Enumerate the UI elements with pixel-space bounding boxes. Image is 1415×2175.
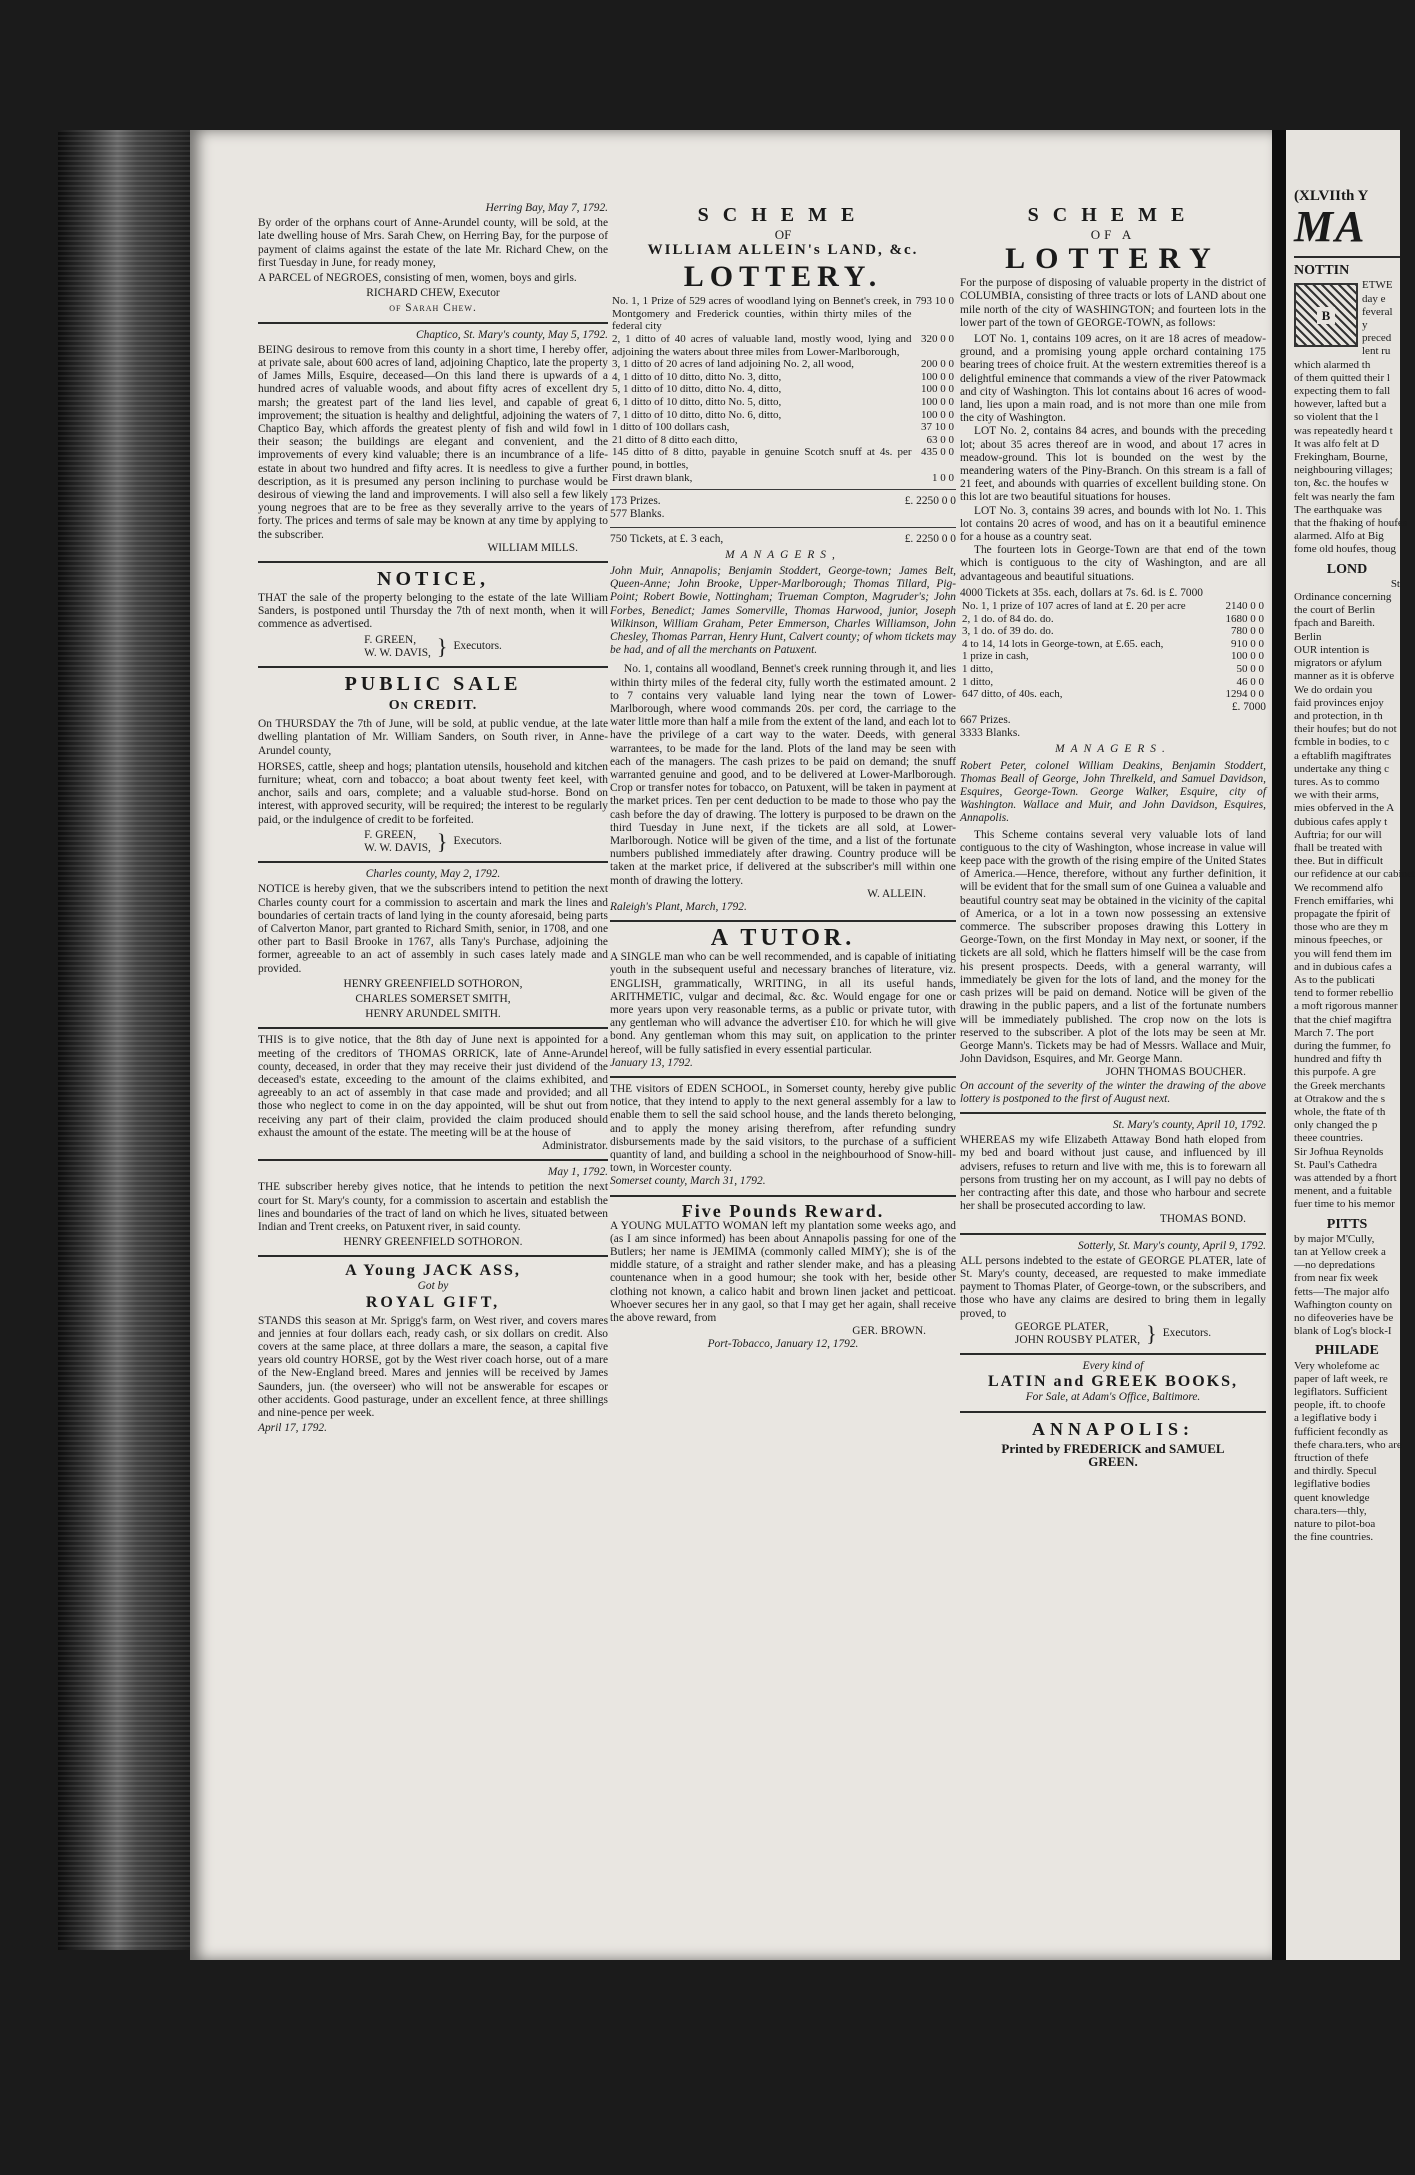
orrick-ad — [258, 1034, 608, 1153]
blanks: 3333 Blanks. — [960, 727, 1021, 740]
ad-body: STANDS this season at Mr. Sprigg's farm, on West river, and covers mares and jennies at four dollars each, ready cash, or six dollars on credit. Also covers at the same place, at three dollars a mare, the season, a capital five years old country HORSE, got by the West river coach horse, out of a mare of the New-England breed. Mares and jennies will be received by James Saunders, jun. (the overseer) who will not be answerable for escapes or other accidents. Good pasturage, under an excellent fence, at three shillings and nine-pence per week. — [258, 1314, 608, 1420]
prize-label: No. 1, 1 prize of 107 acres of land at £. 20 per acre — [962, 600, 1186, 613]
ad-heading: WILLIAM ALLEIN's LAND, &c. — [647, 242, 919, 259]
prize-amount: 63 0 0 — [926, 433, 954, 446]
ad-heading: LOTTERY — [1005, 242, 1221, 276]
total-amount: £. 7000 — [1231, 700, 1266, 713]
next-page-line: Sir Jofhua Reynolds — [1294, 1145, 1384, 1158]
dateline: Sotterly, St. Mary's county, April 9, 1792. — [1078, 1239, 1266, 1252]
signature: HENRY GREENFIELD SOTHORON. — [343, 1236, 523, 1249]
ad-note: On account of the severity of the winter the drawing of the above lottery is postponed to the first of August next. — [960, 1079, 1266, 1105]
ad-heading: NOTICE, — [377, 568, 489, 591]
next-page-header: (XLVIIth Y — [1294, 188, 1369, 204]
next-page-line: our refidence at our cabinet — [1294, 868, 1415, 881]
next-page-line: OUR intention is — [1294, 643, 1370, 656]
prize-label: 21 ditto of 8 ditto each ditto, — [612, 433, 738, 446]
next-page-line: faid provinces enjoy — [1294, 696, 1384, 709]
ad-heading: LOTTERY. — [683, 260, 883, 294]
next-page-fragment-text: PHILADE — [1315, 1343, 1379, 1359]
next-page-line: those who are they m — [1294, 921, 1389, 934]
next-page-line: fcmble in bodies, to c — [1294, 736, 1390, 749]
next-page-line: no difeoveries have be — [1294, 1312, 1394, 1325]
next-page-line: you will fend them im — [1294, 947, 1392, 960]
next-page-line: a moft rigorous manner — [1294, 1000, 1398, 1013]
signature: GER. BROWN. — [852, 1325, 926, 1338]
prize-amount: 100 0 0 — [921, 395, 954, 408]
ad-heading: Five Pounds Reward. — [681, 1200, 885, 1221]
next-page-line: was repeatedly heard t — [1294, 424, 1393, 437]
page-gutter — [1272, 130, 1286, 1960]
prize-amount: 50 0 0 — [1236, 663, 1264, 676]
ad-body: WHEREAS my wife Elizabeth Attaway Bond hath eloped from my bed and board without just cause, and influenced by ill advisers, refuses to return and live with me, this is to forewarn all persons from trusting her on my account, as I will pay no debts of her contracting after this date, and those who harbour and secrete her shall be prosecuted according to law. — [960, 1134, 1266, 1213]
next-page-line: St. Paul's Cathedra — [1294, 1158, 1377, 1171]
next-page-lines — [1294, 358, 1408, 557]
next-page-line: fetts—The major alfo — [1294, 1285, 1390, 1298]
ad-body: A YOUNG MULATTO WOMAN left my plantation some weeks ago, and (as I am since informed) has been about Annapolis passing for one of the Butlers; her name is JEMIMA (commonly called MIMY); she is of the middle stature, of a straight and rather slender make, and has a pleasing countenance when in a good humour; she took with her, beside other clothing not known, a calico habit and brown linen jacket and petticoat. Whoever secures her in any gaol, so that I may get her again, shall receive the above reward, from — [610, 1219, 956, 1325]
tutor-ad — [610, 927, 956, 1070]
prize-label: 2, 1 ditto of 40 acres of valuable land, mostly wood, lying and adjoining the waters about three miles from Lower-Marlborough, — [612, 332, 912, 358]
prize-row — [610, 472, 956, 485]
ad-body: No. 1, contains all woodland, Bennet's creek running through it, and lies within thirty miles of the federal city, fully worth the estimated amount. 2 to 7 contains very valuable land lying near the town of Lower-Marlborough, where wood commands 20s. per cord, the carriage to the water little more than half a mile from the extent of the land, and each lot to have the privilege of a cart way to the water. Deeds, with general warrantees, to be made for the land. Plots of the land may be seen with each of the managers. The cash prizes to be paid on demand; the snuff warranted genuine and good, and to be delivered at Lower-Marlborough. Crop or transfer notes for tobacco, on Patuxent, will be taken in payment at the market prices. Ten per cent deduction to be made to those who pay the cash before the day of drawing. The lottery is purposed to be drawn on the third Tuesday in June next, if the tickets are all sold, at Lower-Marlborough. Notice will be given of the time, and a list of the fortunate numbers published immediately after drawing. Country produce will be taken at the market price, if delivered at the subscriber's mill within one month of drawing the lottery. — [610, 663, 956, 887]
prize-amount: 320 0 0 — [921, 332, 954, 345]
prize-amount: 100 0 0 — [1231, 650, 1264, 663]
next-page-line: hundred and fifty th — [1294, 1053, 1382, 1066]
allein-lottery-ad — [610, 204, 956, 914]
signature: HENRY GREENFIELD SOTHORON, — [343, 977, 523, 990]
prize-amount: 1294 0 0 — [1225, 688, 1264, 701]
prize-label: 3, 1 do. of 39 do. do. — [962, 625, 1054, 638]
prize-amount: 1680 0 0 — [1225, 612, 1264, 625]
dateline: January 13, 1792. — [610, 1056, 693, 1069]
next-page-line: tan at Yellow creek a — [1294, 1246, 1386, 1259]
next-page-line: theee countries. — [1294, 1132, 1364, 1145]
ad-intro: On THURSDAY the 7th of June, will be sold, at public vendue, at the late dwelling plantation of Mr. William Sanders, on South river, in Anne-Arundel county, — [258, 718, 608, 757]
prize-row — [610, 295, 956, 333]
next-page-line: Frekingham, Bourne, — [1294, 451, 1388, 464]
ad-subheading: OF A — [1090, 227, 1136, 242]
next-page-line: however, lafted but a — [1294, 398, 1387, 411]
next-page-line: tures. As to commo — [1294, 775, 1380, 788]
next-page-line: Ordinance concerning — [1294, 591, 1392, 604]
prize-amount: 910 0 0 — [1231, 637, 1264, 650]
next-page-line: at Otrakow and the s — [1294, 1092, 1386, 1105]
ad-line: Every kind of — [1082, 1360, 1144, 1373]
prize-label: 4, 1 ditto of 10 ditto, ditto No. 3, ditto, — [612, 370, 782, 383]
next-page-line: minous fpeeches, or — [1294, 934, 1383, 947]
prize-label: 7, 1 ditto of 10 ditto, ditto No. 6, ditto, — [612, 408, 782, 421]
prize-row — [610, 396, 956, 409]
next-page-lines — [1294, 643, 1415, 974]
bond-notice-ad — [960, 1119, 1266, 1227]
next-page-line: by major M'Cully, — [1294, 1232, 1375, 1245]
prize-amount: 793 10 0 — [915, 295, 954, 308]
next-page-line: the fine countries. — [1294, 1531, 1374, 1544]
reward-ad — [610, 1202, 956, 1352]
prize-label: 5, 1 ditto of 10 ditto, ditto No. 4, ditto, — [612, 383, 782, 396]
next-page-line: March 7. The port — [1294, 1026, 1374, 1039]
total-prizes: 173 Prizes. — [610, 495, 661, 508]
managers-list: John Muir, Annapolis; Benjamin Stoddert, George-town; James Belt, Queen-Anne; John Brooke, Upper-Marlborough; Thomas Tillard, Pig-Point; Robert Bowie, Nottingham; Trueman Compton, Magruder's; John Forbes, Benedict; James Somerville, Thomas Harwood, junior, Joseph Wilkinson, William Graham, Peter Emmerson, Charles Williamson, John Chesley, Thomas Parran, Henry Hunt, Calvert county; of whom tickets may be had, and of all the merchants on Patuxent. — [610, 564, 956, 657]
signature-role: Executors. — [1162, 1327, 1212, 1340]
ad-subheading: Got by — [417, 1280, 449, 1293]
next-page-line: ftruction of thefe — [1294, 1452, 1369, 1465]
next-page-line: Wafhington county on — [1294, 1298, 1393, 1311]
book-spine — [58, 130, 190, 1950]
prize-row — [960, 600, 1266, 613]
dateline: Chaptico, St. Mary's county, May 5, 1792. — [416, 328, 608, 341]
ad-heading: SCHEME — [1027, 204, 1199, 226]
washington-lottery-ad — [960, 204, 1266, 1106]
next-page-line: fome old houfes, thoug — [1294, 543, 1397, 556]
blanks: 577 Blanks. — [610, 508, 665, 521]
signature: JOHN ROUSBY PLATER, — [1014, 1333, 1141, 1346]
signature: W. ALLEIN. — [867, 887, 926, 900]
ad-body: BEING desirous to remove from this county in a short time, I hereby offer, at private sale, about 600 acres of land, adjoining Chaptico, late the property of James Mills, Esquire, deceased—On this land there is upwards of a hundred acres of valuable woods, and about fifty acres of excellent dry marsh; the greatest part of the land lies level, and capable of great improvement; the situation is healthy and delightful, adjoining the waters of Chaptico Bay, which affords the greatest plenty of fish and wild fowl in their season; the buildings are elegant and convenient, and the improvements of every kind valuable; there is an incumbrance of a life-estate in about two hundred and fifty acres. It is needless to give a further description, as it is presumed any person inclining to purchase would be desirous of viewing the land and improvements. I will also sell a few likely young negroes that are to be free as they severally arrive to the years of forty. The prices and terms of sale may be known at any time by applying to the subscriber. — [258, 343, 608, 541]
next-page-fragment-text: ETWE — [1362, 279, 1393, 292]
next-page-line: dubious cafes apply t — [1294, 815, 1388, 828]
prize-amount: 100 0 0 — [921, 383, 954, 396]
next-page-line: chara.ters—thly, — [1294, 1504, 1367, 1517]
next-page-line: so violent that the l — [1294, 411, 1379, 424]
ad-heading: A Young JACK ASS, — [345, 1262, 521, 1280]
ad-heading: LATIN and GREEK BOOKS, — [988, 1373, 1238, 1391]
next-page-line: migrators or afylum — [1294, 657, 1382, 670]
ad-intro: For the purpose of disposing of valuable property in the district of COLUMBIA, consisting of three tracts or lots of LAND about one mile north of the city of WASHINGTON; and fourteen lots in the lower part of the town of GEORGE-TOWN, as follows: — [960, 277, 1266, 329]
prize-row — [610, 434, 956, 447]
next-page-line: fhall be treated with — [1294, 841, 1383, 854]
ad-body: ALL persons indebted to the estate of GEORGE PLATER, late of St. Mary's county, deceased, are requested to make immediate payment to Thomas Plater, of George-town, or the subscribers, and those who have any claims are desired to bring them in legally proved, to — [960, 1254, 1266, 1320]
prize-label: 647 ditto, of 40s. each, — [962, 688, 1063, 701]
ad-intro: By order of the orphans court of Anne-Arundel county, will be sold, at the late dwelling house of Mrs. Sarah Chew, on Herring Bay, for the purpose of payment of claims against the estate of the late Mr. Richard Chew, on the first Tuesday in June, for ready money, — [258, 217, 608, 269]
prize-row — [960, 613, 1266, 626]
dateline: Herring Bay, May 7, 1792. — [485, 202, 608, 214]
next-page-line: ton, &c. the houfes w — [1294, 477, 1389, 490]
next-page-line: paper of laft week, re — [1294, 1372, 1388, 1385]
herring-bay-ad — [258, 202, 608, 316]
total-prizes: 667 Prizes. — [960, 714, 1011, 727]
prize-label: 1 ditto, — [962, 663, 994, 676]
tickets-amount: £. 2250 0 0 — [904, 532, 956, 545]
next-page-line: Berlin — [1294, 630, 1322, 643]
may-first-ad — [258, 1166, 608, 1249]
next-page-line: fpach and Bareith. — [1294, 617, 1375, 630]
next-page-line: during the fummer, fo — [1294, 1039, 1391, 1052]
next-page-fragment-text: PITTS — [1326, 1216, 1368, 1232]
prize-row — [960, 650, 1266, 663]
signature: JOHN THOMAS BOUCHER. — [1106, 1066, 1246, 1079]
next-page-fragment-text: LOND — [1326, 561, 1368, 577]
next-page-fragment-text: feveral — [1362, 305, 1393, 318]
ad-body: HORSES, cattle, sheep and hogs; plantation utensils, household and kitchen furniture; wheat, corn and tobacco; a boat about twenty feet keel, with anchor, sails and oars, complete; and a valuable stud-horse. Bond on interest, with approved security, will be required; the interest to be regularly paid, or the indulgence of credit to be forfeited. — [258, 760, 608, 826]
next-page-line: whole, the ftate of th — [1294, 1106, 1386, 1118]
prize-amount: 100 0 0 — [921, 370, 954, 383]
column-1 — [258, 200, 608, 1441]
signature: HENRY ARUNDEL SMITH. — [365, 1008, 501, 1021]
next-page-line: nature to pilot-boa — [1294, 1518, 1376, 1531]
next-page-lines — [1294, 974, 1400, 1212]
ornament-initial: B — [1294, 283, 1358, 347]
next-page-line: fuer time to his memor — [1294, 1198, 1395, 1211]
next-page-line: only changed the p — [1294, 1119, 1378, 1132]
prize-amount: 100 0 0 — [921, 408, 954, 421]
next-page-line: expecting them to fall — [1294, 385, 1391, 398]
prize-label: 1 prize in cash, — [962, 650, 1029, 663]
next-page-line: —no depredations — [1294, 1259, 1375, 1272]
imprint-line: GREEN. — [1088, 1453, 1138, 1469]
signature: F. GREEN, — [364, 633, 417, 646]
next-page-line: and protection, in th — [1294, 709, 1383, 722]
dateline: Port-Tobacco, January 12, 1792. — [707, 1338, 859, 1351]
ad-body: NOTICE is hereby given, that we the subscribers intend to petition the next Charles county court for a commission to ascertain and mark the lines and boundaries of certain tracts of land lying in the county aforesaid, being parts of Calverton Manor, part granted to Richard Smith, senior, in 1708, and one other part to Basil Brooke in 1767, alls Tany's Purchase, adjoining the former, agreeable to an act of assembly in such cases lately made and provided. — [258, 883, 608, 975]
next-page-line: that the chief magiftra — [1294, 1013, 1392, 1026]
prize-amount: 780 0 0 — [1231, 625, 1264, 638]
next-page-line: manner as it is obferve — [1294, 670, 1395, 683]
ad-heading: A TUTOR. — [710, 925, 856, 952]
signature: WILLIAM MILLS. — [487, 541, 578, 554]
signature-role: Executors. — [453, 835, 502, 848]
managers-heading: MANAGERS, — [725, 548, 841, 561]
lot-description: LOT No. 1, contains 109 acres, on it are 18 acres of meadow-ground, and a promising young apple orchard containing 175 bearing trees of choice fruit. At the western extremities thereof is a delightful eminence that commands a view of the river Patowmack and city of Washington. This lot contains about 16 acres of wood-land, lies upon a main road, and is not more than one mile from the city of Washington. — [960, 333, 1266, 425]
next-page-lines — [1294, 591, 1400, 644]
imprint — [960, 1418, 1266, 1468]
next-page-line: quent knowledge — [1294, 1491, 1370, 1504]
books-ad — [960, 1360, 1266, 1404]
next-page-fragment — [1286, 130, 1415, 1960]
next-page-line: Auftria; for our will — [1294, 828, 1382, 841]
next-page-line: menent, and a fuitable — [1294, 1185, 1392, 1198]
dateline: St. Mary's county, April 10, 1792. — [1112, 1118, 1266, 1131]
ad-heading: PUBLIC SALE — [344, 673, 522, 696]
lot-description: LOT No. 2, contains 84 acres, and bounds with the preceding lot; about 35 acres thereof are in wood, and about 17 acres in meadow-ground. This lot is bounded on the west by the meandering waters of the Piny-Branch. On this stream is a fall of 21 feet, and abounds with quarries of excellent building stone. On this lot are two beautiful situations for houses. — [960, 425, 1266, 504]
next-page-line: we with their arms, — [1294, 789, 1379, 802]
next-page-fragment-text: St — [1390, 577, 1400, 590]
next-page-line: which alarmed th — [1294, 358, 1371, 371]
next-page-line: legiflators. Sufficient — [1294, 1386, 1388, 1399]
next-page-line: thefe chara.ters, who are — [1294, 1438, 1402, 1451]
next-page-fragment-text: y — [1362, 319, 1368, 332]
next-page-line: fufficient fecondly as — [1294, 1425, 1388, 1438]
next-page-line: legiflative bodies — [1294, 1478, 1371, 1491]
next-page-lines — [1294, 1233, 1400, 1339]
next-page-line: The earthquake was — [1294, 503, 1382, 516]
signature-role: Executors. — [453, 640, 502, 653]
prize-amount: 200 0 0 — [921, 358, 954, 371]
prize-amount: 435 0 0 — [921, 446, 954, 459]
column-2 — [610, 200, 956, 1358]
ad-subheading: OF — [774, 227, 792, 242]
charles-county-ad — [258, 868, 608, 1021]
next-page-line: a legiflative body i — [1294, 1412, 1377, 1425]
prize-label: First drawn blank, — [612, 471, 693, 484]
dateline: Charles county, May 2, 1792. — [365, 868, 501, 881]
next-page-line: that the fhaking of houfes — [1294, 517, 1408, 530]
chaptico-ad — [258, 329, 608, 555]
prize-label: No. 1, 1 Prize of 529 acres of woodland lying on Bennet's creek, in Montgomery and Frederick counties, within thirty miles of the federal city — [612, 295, 912, 333]
prize-row — [610, 446, 956, 471]
signature: CHARLES SOMERSET SMITH, — [355, 992, 511, 1005]
dateline: April 17, 1792. — [258, 1422, 327, 1435]
prize-row — [960, 676, 1266, 689]
prize-label: 145 ditto of 8 ditto, payable in genuine Scotch snuff at 4s. per pound, in bottles, — [612, 446, 912, 471]
tickets: 4000 Tickets at 35s. each, dollars at 7s. 6d. is £. 7000 — [960, 586, 1203, 599]
signature: RICHARD CHEW, Executor — [366, 287, 500, 300]
signature: THOMAS BOND. — [1159, 1213, 1246, 1226]
prize-row — [610, 421, 956, 434]
ad-heading: SCHEME — [697, 204, 869, 226]
next-page-line: We do ordain you — [1294, 683, 1373, 696]
prize-row — [610, 358, 956, 371]
next-page-line: from near fix week — [1294, 1272, 1378, 1285]
prize-row — [960, 638, 1266, 651]
dateline: Raleigh's Plant, March, 1792. — [610, 901, 747, 913]
ad-body: THAT the sale of the property belonging to the estate of the late William Sanders, is postponed until Thursday the 7th of next month, when it will commence as advertised. — [258, 592, 608, 631]
next-page-line: felt was nearly the fam — [1294, 490, 1395, 503]
plater-estate-ad: Sotterly, St. Mary's county, April 9, 1792. ALL persons indebted to the estate of GEORGE PLATER, late of St. Mary's county, deceased, are requested to make immediate payment to Thomas Plater, of George-town, or the subscribers, and those who have any claims are desired to bring them in legally proved, to GEORGE PLATER, JOHN ROUSBY PLATER, } Executors. — [960, 1239, 1266, 1347]
dateline: Somerset county, March 31, 1792. — [610, 1175, 766, 1188]
prize-table — [960, 600, 1266, 701]
prize-amount: 37 10 0 — [921, 421, 954, 434]
public-sale-ad: PUBLIC SALE On CREDIT. On THURSDAY the 7th of June, will be sold, at public vendue, at the late dwelling plantation of Mr. William Sanders, on South river, in Anne-Arundel county, HORSES, cattle, sheep and hogs; plantation utensils, household and kitchen furniture; wheat, corn and tobacco; a boat about twenty feet keel, with anchor, sails and oars, complete; and a valuable stud-horse. Bond on interest, with approved security, will be required; the interest to be regularly paid, or the indulgence of credit to be forfeited. F. GREEN, W. W. DAVIS, } Executors. — [258, 673, 608, 855]
next-page-line: thee. But in difficult — [1294, 855, 1384, 868]
next-page-line: French emiffaries, whi — [1294, 894, 1394, 907]
next-page-line: mies obferved in the A — [1294, 802, 1395, 815]
prize-label: 4 to 14, 14 lots in George-town, at £.65. each, — [962, 637, 1164, 650]
next-page-masthead: MA — [1294, 202, 1367, 252]
prize-label: 1 ditto of 100 dollars cash, — [612, 421, 730, 434]
dateline: May 1, 1792. — [547, 1166, 608, 1179]
prize-row — [610, 371, 956, 384]
signature: Administrator. — [541, 1139, 608, 1152]
next-page-line: and in dubious cafes a — [1294, 960, 1392, 973]
ad-heading: ROYAL GIFT, — [365, 1293, 501, 1311]
prize-label: 6, 1 ditto of 10 ditto, ditto No. 5, ditto, — [612, 395, 782, 408]
prize-label: 1 ditto, — [962, 675, 994, 688]
signature: W. W. DAVIS, — [364, 646, 431, 659]
next-page-line: people, ift. to choofe — [1294, 1399, 1386, 1412]
next-page-line: It was alfo felt at D — [1294, 437, 1380, 450]
next-page-line: undertake any thing c — [1294, 762, 1389, 775]
next-page-line: blank of Log's block-I — [1294, 1325, 1392, 1338]
eden-school-ad — [610, 1083, 956, 1189]
prize-row — [960, 688, 1266, 701]
tickets: 750 Tickets, at £. 3 each, — [610, 532, 724, 545]
signature: GEORGE PLATER, — [1014, 1320, 1109, 1333]
notice-ad: NOTICE, THAT the sale of the property belonging to the estate of the late William Sanders, is postponed until Thursday the 7th of next month, when it will commence as advertised. F. GREEN, W. W. DAVIS, } Executors. — [258, 568, 608, 660]
next-page-line: We recommend alfo — [1294, 881, 1383, 894]
ad-body: THE visitors of EDEN SCHOOL, in Somerset county, hereby give public notice, that they intend to apply to the next general assembly for a law to enable them to sell the said school house, and the lands thereto belonging, and to apply the money arising therefrom, after refunding sundry disbursements made by the said visitors, to the purchase of a sufficient quantity of land, and building a school in the neighbourhood of Snow-hill-town, in Worcester county. — [610, 1083, 956, 1175]
prize-row — [960, 625, 1266, 638]
ad-body: A SINGLE man who can be well recommended, and is capable of initiating youth in the subsequent useful and necessary branches of literature, viz. ENGLISH, grammatically, WRITING, in all its useful hands, ARITHMETIC, vulgar and decimal, &c. &c. Would engage for one or more years upon very reasonable terms, as a public or private tutor, with any gentleman who will advance the advertiser £10. for which he will give bond. Any gentleman whom this may suit, on application to the printer hereof, will be fully satisfied in every essential particular. — [610, 951, 956, 1056]
next-page-fragment-text: NOTTIN — [1294, 263, 1350, 279]
signature: of Sarah Chew. — [389, 302, 477, 315]
next-page-lines — [1294, 1360, 1400, 1545]
next-page-line: As to the publicati — [1294, 973, 1375, 986]
prize-table — [610, 295, 956, 484]
imprint-city: ANNAPOLIS: — [1031, 1418, 1194, 1439]
ad-body: This Scheme contains several very valuable lots of land contiguous to the city of Washington, whose increase in value will keep pace with the growth of the rising empire of the United States of America.—Hence, therefore, without any further definition, it will be evident that for the small sum of one Guinea a valuable and beautiful country seat may be obtained in the vicinity of the capital of America, or a lot in a town now possessing an extensive commerce. The subscriber proposes drawing this Lottery in George-Town, on the first Monday in May next, or sooner, if the tickets are all sold, which he flatters himself will be the case from his present prospects. Deeds, with a general warranty, will immediately be given for the lots of land, and the money for the cash prizes will be paid on demand. Notice will be given of the drawing in the public papers, and a list of the fortunate numbers will be immediately published. The crop now on the lots is reserved to the subscriber. A plot of the lots may be seen at Mr. George Mann's. Tickets may be had of Messrs. Wallace and Muir, John Davidson, Esquires, and Mr. George Mann. — [960, 828, 1266, 1066]
prize-amount: 1 0 0 — [932, 471, 954, 484]
next-page-line: this purpofe. A gre — [1294, 1066, 1376, 1079]
next-page-line: and thirdly. Specul — [1294, 1465, 1377, 1478]
prize-row — [610, 383, 956, 396]
next-page-line: the Greek merchants — [1294, 1079, 1386, 1092]
newspaper-page — [190, 130, 1272, 1960]
next-page-line: tend to former rebellio — [1294, 987, 1394, 1000]
column-3 — [960, 200, 1266, 1474]
prize-row — [610, 409, 956, 422]
next-page-line: Very wholefome ac — [1294, 1359, 1380, 1372]
next-page-line: neighbouring villages; — [1294, 464, 1393, 477]
ad-body: A PARCEL of NEGROES, consisting of men, women, boys and girls. — [258, 272, 577, 285]
signature: W. W. DAVIS, — [364, 841, 431, 854]
next-page-line: the court of Berlin — [1294, 604, 1375, 617]
prize-row — [960, 663, 1266, 676]
lot-description: The fourteen lots in George-Town are that end of the town which is contiguous to the city of Washington, and are all advantageous and beautiful situations. — [960, 544, 1266, 583]
next-page-fragment-text: lent ru — [1362, 345, 1391, 358]
next-page-fragment-text: preced — [1362, 332, 1392, 345]
next-page-line: a eftablifh magiftrates — [1294, 749, 1392, 762]
prize-label: 3, 1 ditto of 20 acres of land adjoining No. 2, all wood, — [612, 358, 854, 371]
prize-amount: 46 0 0 — [1236, 675, 1264, 688]
next-page-line: propagate the fpirit of — [1294, 907, 1391, 920]
total-amount: £. 2250 0 0 — [904, 495, 956, 508]
next-page-line: of them quitted their l — [1294, 371, 1390, 384]
signature: F. GREEN, — [364, 828, 417, 841]
ad-line: For Sale, at Adam's Office, Baltimore. — [1025, 1391, 1201, 1404]
prize-amount: 2140 0 0 — [1225, 600, 1264, 613]
ad-body: THE subscriber hereby gives notice, that he intends to petition the next court for St. Mary's county, for a commission to ascertain and establish the lines and boundaries of the tract of land on which he lives, situated between Indian and Trent creeks, on Patuxent river, in said county. — [258, 1181, 608, 1233]
jack-ass-ad — [258, 1262, 608, 1435]
managers-heading: MANAGERS. — [1055, 743, 1171, 756]
imprint-line: Printed by FREDERICK and SAMUEL — [1001, 1440, 1225, 1456]
next-page-line: alarmed. Alfo at Big — [1294, 530, 1384, 543]
managers-list: Robert Peter, colonel William Deakins, Benjamin Stoddert, Thomas Beall of George, John Threlkeld, and Samuel Davidson, Esquires, George-Town. George Walker, Esquire, city of Washington. Wallace and Muir, and John Davidson, Esquires, Annapolis. — [960, 759, 1266, 825]
ad-subheading: On CREDIT. — [388, 698, 478, 714]
prize-row — [610, 333, 956, 358]
prize-label: 2, 1 do. of 84 do. do. — [962, 612, 1054, 625]
next-page-line: was attended by a fhort — [1294, 1172, 1397, 1185]
ad-body: THIS is to give notice, that the 8th day of June next is appointed for a meeting of the creditors of THOMAS ORRICK, late of Anne-Arundel county, deceased, in order that they may receive their just dividend of the deceased's estate, exceeding to the amount of the claims exhibited, and agreeably to an act of assembly in that case made and provided; and all those who neglect to come in on the day appointed, will be shut out from receiving any part of their claim, provided the claim produced should exhaust the amount of the estate. The meeting will be at the house of — [258, 1034, 608, 1139]
next-page-line: their houfes; but do not — [1294, 723, 1397, 736]
next-page-fragment-text: day e — [1362, 292, 1386, 305]
lot-description: LOT No. 3, contains 39 acres, and bounds with lot No. 1. This lot contains 20 acres of wood, and has on it a beautiful eminence for a house as a country seat. — [960, 504, 1266, 544]
